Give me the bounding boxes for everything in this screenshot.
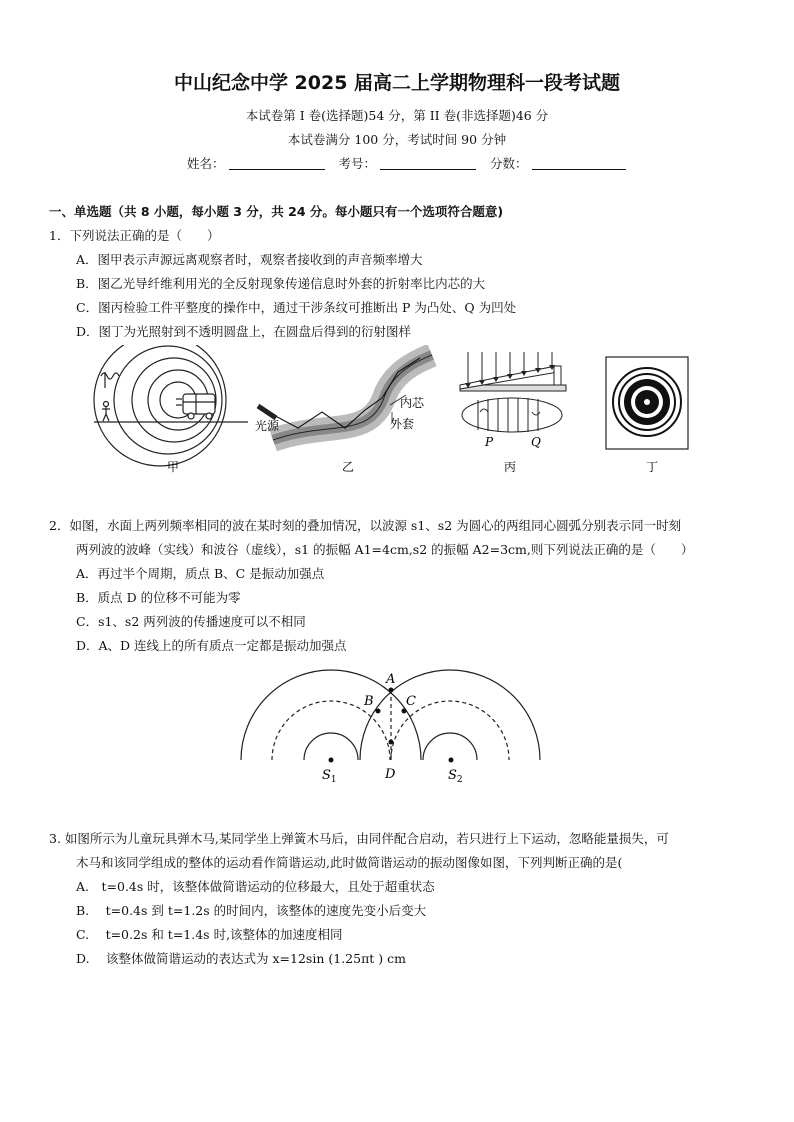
figure-doppler bbox=[94, 345, 248, 466]
q2-option-a: A．再过半个周期，质点 B、C 是振动加强点 bbox=[76, 566, 325, 581]
s1-trough bbox=[272, 701, 390, 760]
figure-caption-bing: 丙 bbox=[503, 460, 517, 474]
q1-option-b: B．图乙光导纤维利用光的全反射现象传递信息时外套的折射率比内芯的大 bbox=[76, 276, 486, 291]
q3-stem-line-1: 3. 如图所示为儿童玩具弹木马,某同学坐上弹簧木马后，由同伴配合启动，若只进行上下运动，忽略能量损失，可 bbox=[49, 831, 669, 846]
exam-info-line-1: 本试卷第 I 卷(选择题)54 分，第 II 卷(非选择题)46 分 bbox=[245, 108, 549, 123]
point-d-label: D bbox=[385, 767, 396, 782]
fiber-cladding-label: 外套 bbox=[390, 417, 415, 431]
q1-option-d: D．图丁为光照射到不透明圆盘上，在圆盘后得到的衍射图样 bbox=[76, 324, 412, 339]
q3-stem-line-2: 木马和该同学组成的整体的运动看作简谐运动,此时做简谐运动的振动图像如图，下列判断正确的是( bbox=[76, 855, 623, 870]
figure-diffraction-pattern bbox=[606, 357, 688, 449]
ambulance-icon bbox=[176, 394, 215, 419]
q3-option-a: A. t=0.4s 时，该整体做简谐运动的位移最大，且处于超重状态 bbox=[76, 879, 435, 894]
flat-p-label: P bbox=[485, 435, 494, 449]
flat-q-label: Q bbox=[531, 435, 541, 449]
student-info-line bbox=[187, 154, 626, 172]
exam-info-line-2: 本试卷满分 100 分，考试时间 90 分钟 bbox=[287, 132, 507, 147]
q2-option-c: C．s1、s2 两列波的传播速度可以不相同 bbox=[76, 614, 306, 629]
q3-option-d: D. 该整体做简谐运动的表达式为 x=12sin (1.25πt ) cm bbox=[76, 951, 406, 966]
source-s2-label: $S_2$ bbox=[448, 768, 463, 785]
s2-crest-small bbox=[423, 733, 477, 760]
fiber-source-label: 光源 bbox=[255, 419, 280, 433]
point-b-label: B bbox=[364, 694, 374, 709]
q2-option-b: B．质点 D 的位移不可能为零 bbox=[76, 590, 241, 605]
q1-option-a: A．图甲表示声源远离观察者时，观察者接收到的声音频率增大 bbox=[76, 252, 423, 267]
sound-wave-icon bbox=[101, 373, 119, 379]
q1-option-c: C．图丙检验工件平整度的操作中，通过干涉条纹可推断出 P 为凸处、Q 为凹处 bbox=[76, 300, 517, 315]
exam-title: 中山纪念中学 2025 届高二上学期物理科一段考试题 bbox=[173, 72, 621, 94]
fiber-core-label: 内芯 bbox=[400, 396, 425, 410]
figure-caption-jia: 甲 bbox=[166, 460, 180, 474]
observer-person-icon bbox=[102, 402, 110, 422]
score-blank[interactable] bbox=[532, 157, 626, 170]
name-blank[interactable] bbox=[229, 157, 325, 170]
section-1-heading: 一、单选题（共 8 小题，每小题 3 分，共 24 分。每小题只有一个选项符合题意) bbox=[49, 204, 504, 219]
name-label: 姓名： bbox=[187, 156, 225, 171]
figure-caption-yi: 乙 bbox=[341, 460, 355, 474]
q2-stem-line-1: 2．如图，水面上两列频率相同的波在某时刻的叠加情况，以波源 s1、s2 为圆心的两组同心圆弧分别表示同一时刻 bbox=[49, 518, 682, 533]
q3-option-b: B. t=0.4s 到 t=1.2s 的时间内，该整体的速度先变小后变大 bbox=[76, 903, 427, 918]
exam-no-blank[interactable] bbox=[380, 157, 476, 170]
q3-option-c: C. t=0.2s 和 t=1.4s 时,该整体的加速度相同 bbox=[76, 927, 343, 942]
q2-option-d: D．A、D 连线上的所有质点一定都是振动加强点 bbox=[76, 638, 347, 653]
q2-figure bbox=[0, 665, 794, 795]
q1-figure bbox=[0, 345, 794, 480]
s2-trough bbox=[391, 701, 509, 760]
q2-stem-line-2: 两列波的波峰（实线）和波谷（虚线），s1 的振幅 A1=4cm,s2 的振幅 A2=3cm,则下列说法正确的是（ ） bbox=[76, 542, 694, 557]
point-c-label: C bbox=[406, 694, 416, 709]
point-a-label: A bbox=[386, 672, 396, 687]
score-label: 分数： bbox=[490, 156, 528, 171]
s1-crest-small bbox=[304, 733, 358, 760]
figure-interference-flatness bbox=[460, 352, 566, 432]
q1-stem: 1．下列说法正确的是（ ） bbox=[49, 228, 220, 243]
exam-no-label: 考号： bbox=[338, 156, 377, 171]
source-s1-label: $S_1$ bbox=[322, 768, 337, 785]
figure-caption-ding: 丁 bbox=[645, 460, 659, 474]
